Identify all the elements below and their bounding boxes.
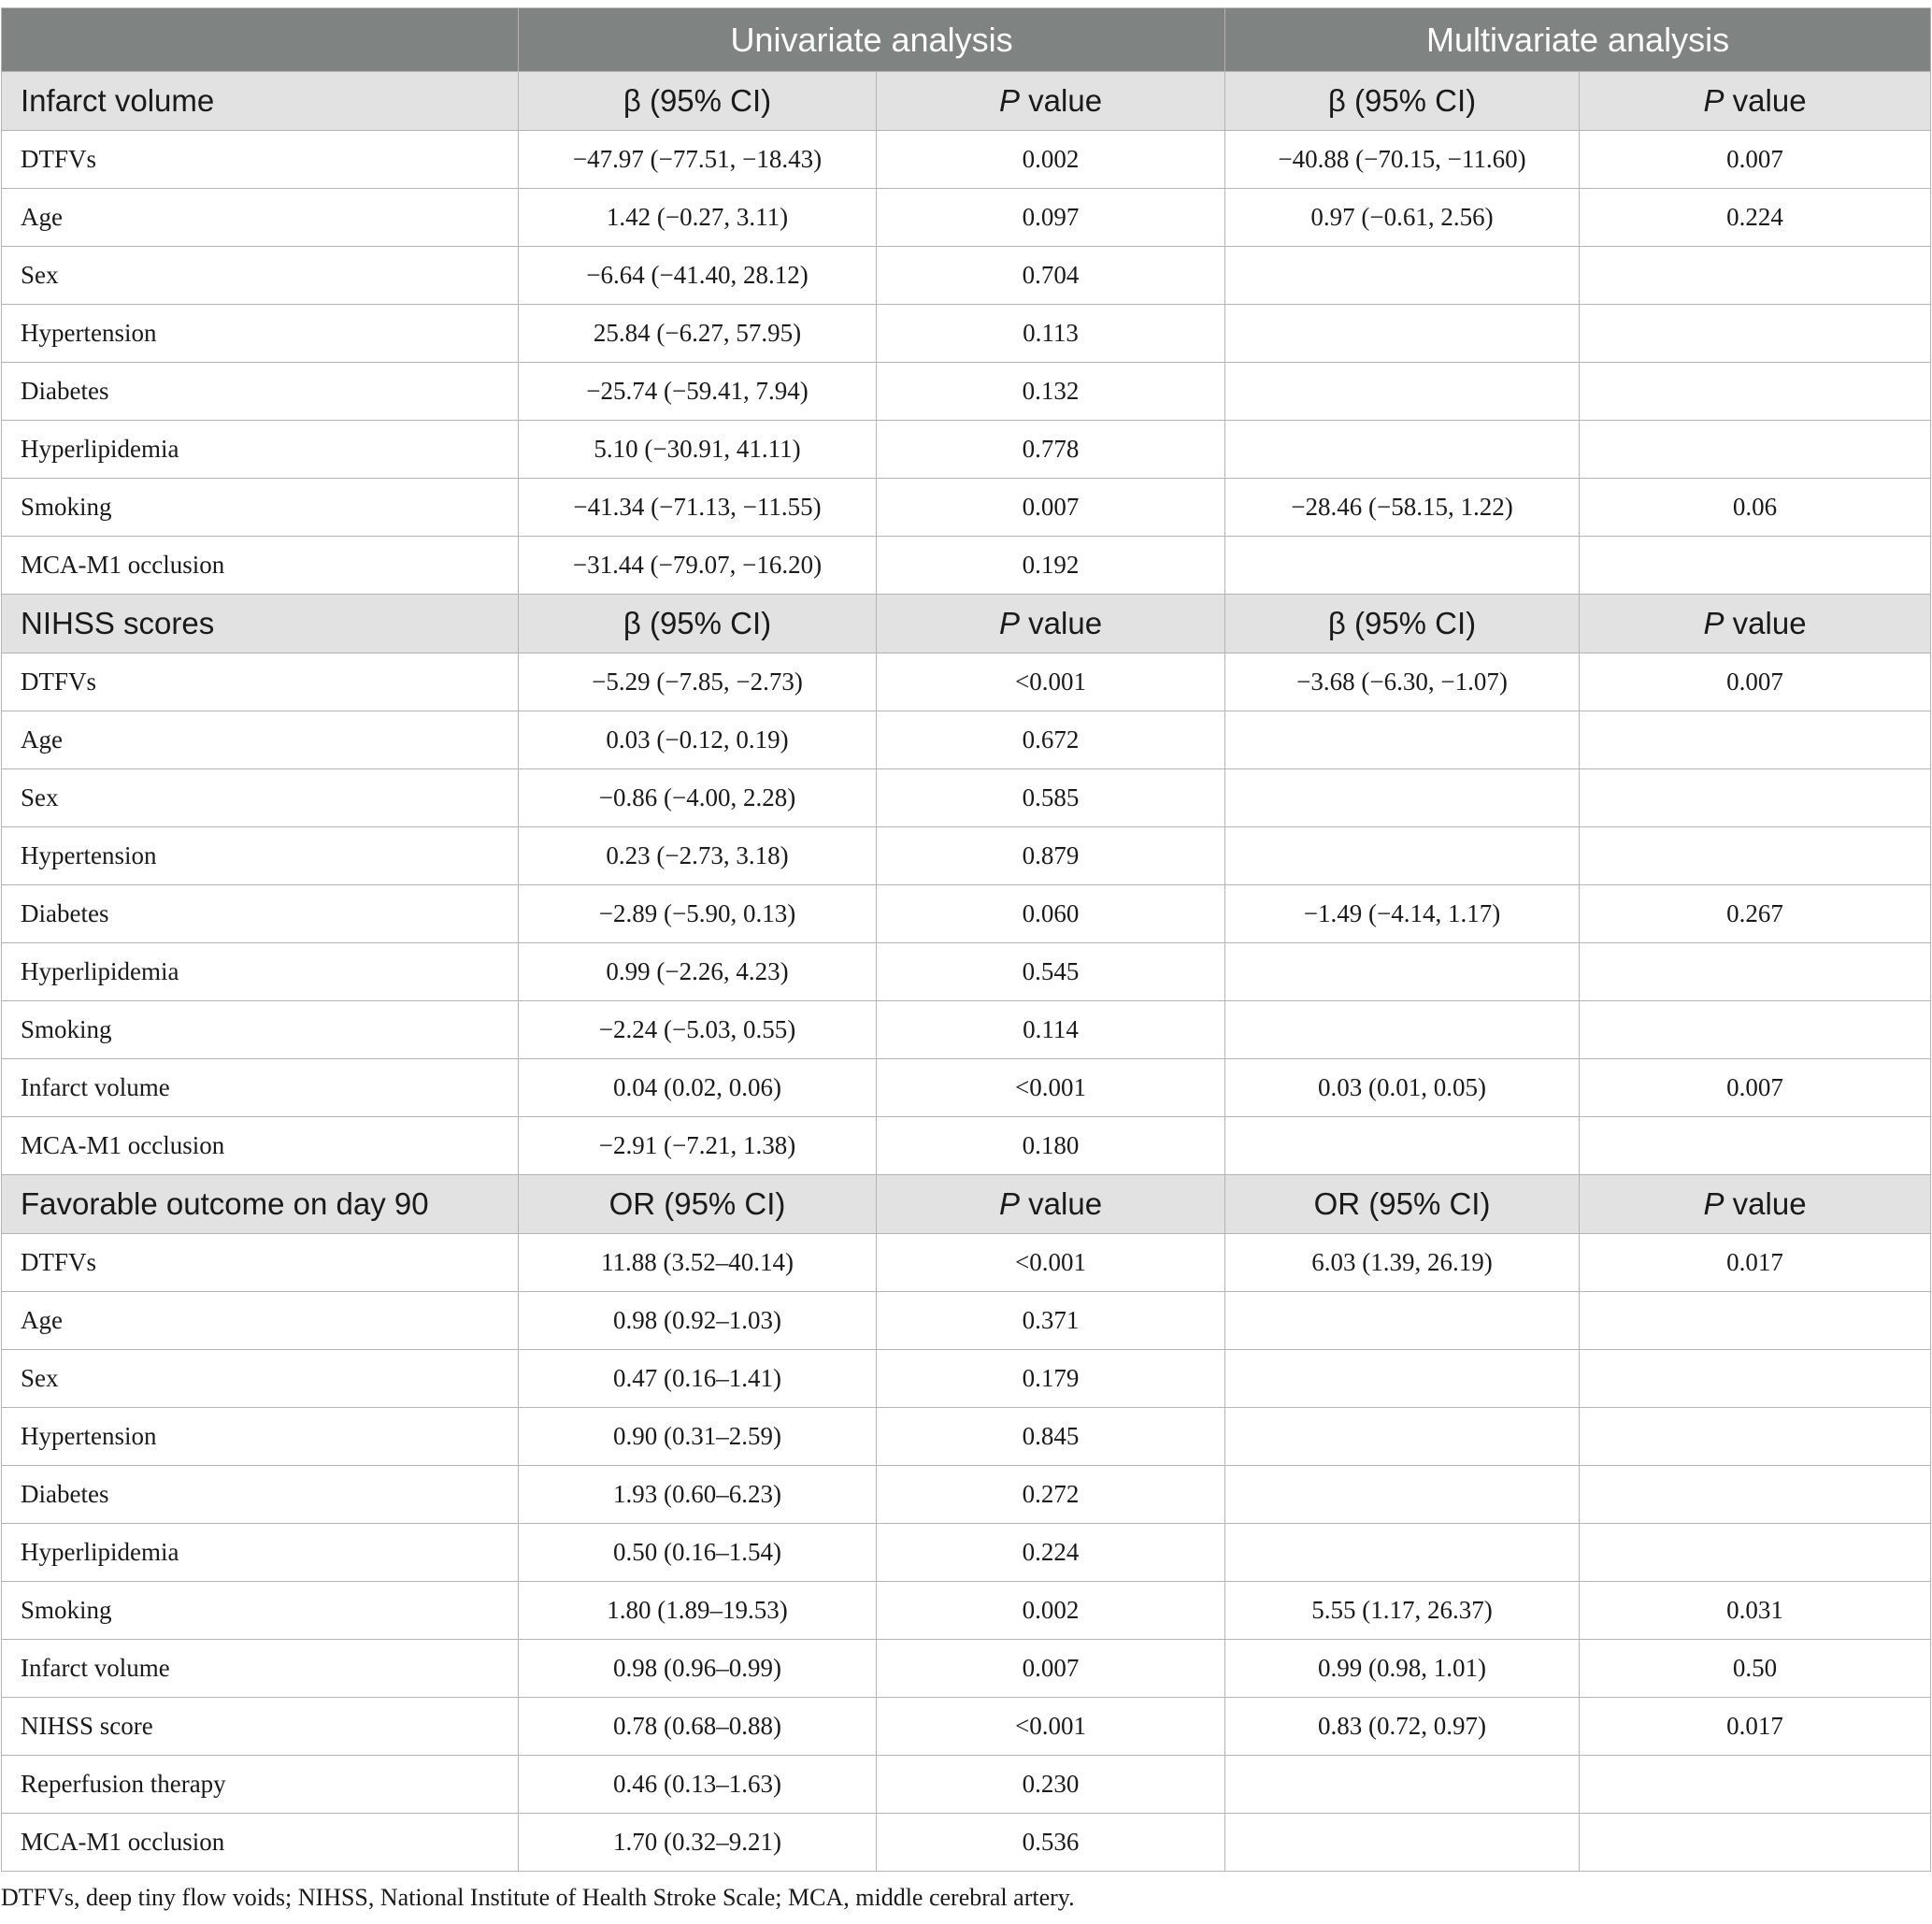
multivariate-p-cell: 0.031	[1580, 1582, 1931, 1640]
top-header-row	[2, 8, 1931, 72]
univariate-estimate-cell: 0.98 (0.96–0.99)	[519, 1640, 877, 1698]
p-italic: P	[1703, 1186, 1724, 1221]
multivariate-estimate-cell	[1225, 305, 1580, 363]
multi-estimate-header: OR (95% CI)	[1225, 1175, 1580, 1234]
multivariate-p-cell	[1580, 1408, 1931, 1466]
table-row	[2, 1234, 1931, 1292]
variable-cell: DTFVs	[2, 1234, 519, 1292]
multivariate-p-cell	[1580, 1814, 1931, 1872]
multivariate-estimate-cell	[1225, 363, 1580, 421]
variable-cell: Diabetes	[2, 885, 519, 943]
univariate-estimate-cell: −6.64 (−41.40, 28.12)	[519, 247, 877, 305]
table-row	[2, 537, 1931, 595]
table-row	[2, 885, 1931, 943]
univariate-p-cell: 0.180	[877, 1117, 1225, 1175]
univariate-estimate-cell: −5.29 (−7.85, −2.73)	[519, 653, 877, 711]
multivariate-p-cell: 0.017	[1580, 1234, 1931, 1292]
univariate-p-cell: 0.224	[877, 1524, 1225, 1582]
univariate-p-cell: 0.060	[877, 885, 1225, 943]
p-rest: value	[1724, 83, 1807, 118]
variable-cell: Smoking	[2, 479, 519, 537]
variable-cell: Reperfusion therapy	[2, 1756, 519, 1814]
table-footnote: DTFVs, deep tiny flow voids; NIHSS, National Institute of Health Stroke Scale; MCA, middle cerebral artery.	[1, 1884, 1075, 1911]
multi-p-value-header	[1580, 595, 1931, 653]
p-italic: P	[1703, 83, 1724, 118]
multivariate-p-cell	[1580, 1466, 1931, 1524]
univariate-estimate-cell: −47.97 (−77.51, −18.43)	[519, 131, 877, 189]
univariate-header: Univariate analysis	[519, 8, 1225, 72]
univariate-p-cell: 0.704	[877, 247, 1225, 305]
uni-p-value-header	[877, 72, 1225, 131]
multivariate-estimate-cell	[1225, 943, 1580, 1001]
section-header-row	[2, 1175, 1931, 1234]
variable-cell: DTFVs	[2, 131, 519, 189]
table-row	[2, 827, 1931, 885]
multivariate-estimate-cell	[1225, 1524, 1580, 1582]
variable-cell: Smoking	[2, 1001, 519, 1059]
multivariate-estimate-cell: 0.97 (−0.61, 2.56)	[1225, 189, 1580, 247]
univariate-estimate-cell: 1.70 (0.32–9.21)	[519, 1814, 877, 1872]
table-row	[2, 1698, 1931, 1756]
variable-cell: Age	[2, 711, 519, 769]
variable-cell: Age	[2, 189, 519, 247]
multivariate-p-cell: 0.06	[1580, 479, 1931, 537]
uni-p-value-header	[877, 595, 1225, 653]
univariate-p-cell: <0.001	[877, 1698, 1225, 1756]
multivariate-p-cell	[1580, 711, 1931, 769]
table-row	[2, 363, 1931, 421]
table-row	[2, 711, 1931, 769]
multivariate-p-cell	[1580, 537, 1931, 595]
variable-cell: Hyperlipidemia	[2, 1524, 519, 1582]
variable-cell: Hypertension	[2, 305, 519, 363]
table-row	[2, 1640, 1931, 1698]
variable-cell: Diabetes	[2, 1466, 519, 1524]
univariate-p-cell: 0.672	[877, 711, 1225, 769]
table-row	[2, 943, 1931, 1001]
univariate-estimate-cell: 0.50 (0.16–1.54)	[519, 1524, 877, 1582]
variable-cell: Sex	[2, 1350, 519, 1408]
univariate-p-cell: 0.192	[877, 537, 1225, 595]
table-body	[2, 72, 1931, 1872]
table-row	[2, 1292, 1931, 1350]
multivariate-estimate-cell	[1225, 769, 1580, 827]
variable-cell: Hyperlipidemia	[2, 421, 519, 479]
multivariate-estimate-cell: −1.49 (−4.14, 1.17)	[1225, 885, 1580, 943]
univariate-estimate-cell: 25.84 (−6.27, 57.95)	[519, 305, 877, 363]
table-row	[2, 1408, 1931, 1466]
univariate-estimate-cell: 0.03 (−0.12, 0.19)	[519, 711, 877, 769]
multivariate-estimate-cell: −40.88 (−70.15, −11.60)	[1225, 131, 1580, 189]
univariate-estimate-cell: −41.34 (−71.13, −11.55)	[519, 479, 877, 537]
p-rest: value	[1019, 1186, 1103, 1221]
multivariate-estimate-cell	[1225, 1292, 1580, 1350]
univariate-estimate-cell: 1.42 (−0.27, 3.11)	[519, 189, 877, 247]
univariate-estimate-cell: −31.44 (−79.07, −16.20)	[519, 537, 877, 595]
univariate-estimate-cell: 0.46 (0.13–1.63)	[519, 1756, 877, 1814]
univariate-estimate-cell: 0.47 (0.16–1.41)	[519, 1350, 877, 1408]
uni-estimate-header: OR (95% CI)	[519, 1175, 877, 1234]
multivariate-p-cell	[1580, 1117, 1931, 1175]
table-row	[2, 769, 1931, 827]
multivariate-estimate-cell: −3.68 (−6.30, −1.07)	[1225, 653, 1580, 711]
table-row	[2, 247, 1931, 305]
univariate-p-cell: 0.272	[877, 1466, 1225, 1524]
multivariate-estimate-cell	[1225, 537, 1580, 595]
table-row	[2, 1756, 1931, 1814]
multi-p-value-header	[1580, 72, 1931, 131]
variable-cell: Diabetes	[2, 363, 519, 421]
multivariate-estimate-cell	[1225, 827, 1580, 885]
variable-cell: Sex	[2, 769, 519, 827]
univariate-p-cell: 0.002	[877, 1582, 1225, 1640]
multi-p-value-header	[1580, 1175, 1931, 1234]
uni-estimate-header: β (95% CI)	[519, 595, 877, 653]
multivariate-estimate-cell	[1225, 1117, 1580, 1175]
univariate-p-cell: 0.113	[877, 305, 1225, 363]
p-italic: P	[998, 606, 1020, 640]
multivariate-p-cell	[1580, 247, 1931, 305]
multivariate-p-cell	[1580, 305, 1931, 363]
multivariate-p-cell	[1580, 1001, 1931, 1059]
univariate-estimate-cell: 0.98 (0.92–1.03)	[519, 1292, 877, 1350]
multivariate-p-cell: 0.007	[1580, 131, 1931, 189]
univariate-p-cell: 0.007	[877, 479, 1225, 537]
multivariate-p-cell	[1580, 1292, 1931, 1350]
uni-p-value-header	[877, 1175, 1225, 1234]
multivariate-p-cell	[1580, 363, 1931, 421]
multivariate-p-cell	[1580, 421, 1931, 479]
univariate-p-cell: 0.585	[877, 769, 1225, 827]
multivariate-estimate-cell	[1225, 1466, 1580, 1524]
p-rest: value	[1724, 606, 1807, 640]
multi-estimate-header: β (95% CI)	[1225, 72, 1580, 131]
multivariate-p-cell: 0.50	[1580, 1640, 1931, 1698]
table-row	[2, 479, 1931, 537]
multivariate-estimate-cell: 5.55 (1.17, 26.37)	[1225, 1582, 1580, 1640]
univariate-estimate-cell: −25.74 (−59.41, 7.94)	[519, 363, 877, 421]
variable-cell: Smoking	[2, 1582, 519, 1640]
table-row	[2, 1350, 1931, 1408]
table-row	[2, 1466, 1931, 1524]
multivariate-estimate-cell	[1225, 711, 1580, 769]
univariate-p-cell: 0.230	[877, 1756, 1225, 1814]
corner-cell	[2, 8, 519, 72]
multivariate-estimate-cell	[1225, 1001, 1580, 1059]
multivariate-p-cell	[1580, 827, 1931, 885]
univariate-estimate-cell: −2.24 (−5.03, 0.55)	[519, 1001, 877, 1059]
table-row	[2, 1059, 1931, 1117]
section-header-row	[2, 595, 1931, 653]
variable-cell: Sex	[2, 247, 519, 305]
variable-cell: Infarct volume	[2, 1059, 519, 1117]
univariate-estimate-cell: 0.90 (0.31–2.59)	[519, 1408, 877, 1466]
p-italic: P	[998, 83, 1020, 118]
univariate-estimate-cell: 0.23 (−2.73, 3.18)	[519, 827, 877, 885]
table-row	[2, 653, 1931, 711]
univariate-estimate-cell: 0.04 (0.02, 0.06)	[519, 1059, 877, 1117]
univariate-estimate-cell: −0.86 (−4.00, 2.28)	[519, 769, 877, 827]
section-header-row	[2, 72, 1931, 131]
multivariate-p-cell	[1580, 943, 1931, 1001]
p-rest: value	[1019, 83, 1103, 118]
univariate-p-cell: 0.778	[877, 421, 1225, 479]
variable-cell: MCA-M1 occlusion	[2, 1117, 519, 1175]
univariate-estimate-cell: 0.78 (0.68–0.88)	[519, 1698, 877, 1756]
univariate-p-cell: 0.879	[877, 827, 1225, 885]
multivariate-p-cell	[1580, 1756, 1931, 1814]
uni-estimate-header: β (95% CI)	[519, 72, 877, 131]
p-italic: P	[998, 1186, 1020, 1221]
variable-cell: Hyperlipidemia	[2, 943, 519, 1001]
univariate-p-cell: 0.007	[877, 1640, 1225, 1698]
variable-cell: Hypertension	[2, 827, 519, 885]
table-row	[2, 1524, 1931, 1582]
table-row	[2, 305, 1931, 363]
variable-cell: Hypertension	[2, 1408, 519, 1466]
univariate-p-cell: <0.001	[877, 653, 1225, 711]
table-row	[2, 421, 1931, 479]
multivariate-p-cell	[1580, 1350, 1931, 1408]
multivariate-estimate-cell	[1225, 421, 1580, 479]
univariate-p-cell: 0.114	[877, 1001, 1225, 1059]
table-row	[2, 1117, 1931, 1175]
multivariate-estimate-cell: −28.46 (−58.15, 1.22)	[1225, 479, 1580, 537]
univariate-p-cell: <0.001	[877, 1234, 1225, 1292]
variable-cell: MCA-M1 occlusion	[2, 1814, 519, 1872]
univariate-p-cell: 0.097	[877, 189, 1225, 247]
univariate-p-cell: 0.002	[877, 131, 1225, 189]
multivariate-p-cell: 0.007	[1580, 1059, 1931, 1117]
variable-cell: Infarct volume	[2, 1640, 519, 1698]
table-row	[2, 189, 1931, 247]
multivariate-estimate-cell: 0.03 (0.01, 0.05)	[1225, 1059, 1580, 1117]
univariate-p-cell: 0.545	[877, 943, 1225, 1001]
univariate-estimate-cell: 5.10 (−30.91, 41.11)	[519, 421, 877, 479]
multivariate-header: Multivariate analysis	[1225, 8, 1931, 72]
univariate-p-cell: <0.001	[877, 1059, 1225, 1117]
multivariate-estimate-cell	[1225, 1756, 1580, 1814]
multivariate-p-cell	[1580, 769, 1931, 827]
p-italic: P	[1703, 606, 1724, 640]
multivariate-p-cell: 0.017	[1580, 1698, 1931, 1756]
table-row	[2, 1814, 1931, 1872]
multivariate-estimate-cell: 0.99 (0.98, 1.01)	[1225, 1640, 1580, 1698]
univariate-p-cell: 0.179	[877, 1350, 1225, 1408]
univariate-estimate-cell: 1.93 (0.60–6.23)	[519, 1466, 877, 1524]
univariate-p-cell: 0.371	[877, 1292, 1225, 1350]
table-row	[2, 1582, 1931, 1640]
multivariate-estimate-cell: 6.03 (1.39, 26.19)	[1225, 1234, 1580, 1292]
multivariate-estimate-cell: 0.83 (0.72, 0.97)	[1225, 1698, 1580, 1756]
multivariate-p-cell: 0.007	[1580, 653, 1931, 711]
section-title: Favorable outcome on day 90	[2, 1175, 519, 1234]
p-rest: value	[1724, 1186, 1807, 1221]
univariate-estimate-cell: 11.88 (3.52–40.14)	[519, 1234, 877, 1292]
multivariate-p-cell: 0.224	[1580, 189, 1931, 247]
table-row	[2, 131, 1931, 189]
regression-table	[1, 7, 1931, 1872]
multi-estimate-header: β (95% CI)	[1225, 595, 1580, 653]
variable-cell: DTFVs	[2, 653, 519, 711]
univariate-estimate-cell: 1.80 (1.89–19.53)	[519, 1582, 877, 1640]
p-rest: value	[1019, 606, 1103, 640]
univariate-estimate-cell: −2.91 (−7.21, 1.38)	[519, 1117, 877, 1175]
multivariate-estimate-cell	[1225, 247, 1580, 305]
multivariate-p-cell: 0.267	[1580, 885, 1931, 943]
table-row	[2, 1001, 1931, 1059]
univariate-estimate-cell: 0.99 (−2.26, 4.23)	[519, 943, 877, 1001]
univariate-estimate-cell: −2.89 (−5.90, 0.13)	[519, 885, 877, 943]
section-title: Infarct volume	[2, 72, 519, 131]
multivariate-estimate-cell	[1225, 1814, 1580, 1872]
section-title: NIHSS scores	[2, 595, 519, 653]
variable-cell: NIHSS score	[2, 1698, 519, 1756]
multivariate-estimate-cell	[1225, 1408, 1580, 1466]
multivariate-p-cell	[1580, 1524, 1931, 1582]
univariate-p-cell: 0.845	[877, 1408, 1225, 1466]
variable-cell: MCA-M1 occlusion	[2, 537, 519, 595]
univariate-p-cell: 0.132	[877, 363, 1225, 421]
univariate-p-cell: 0.536	[877, 1814, 1225, 1872]
multivariate-estimate-cell	[1225, 1350, 1580, 1408]
variable-cell: Age	[2, 1292, 519, 1350]
